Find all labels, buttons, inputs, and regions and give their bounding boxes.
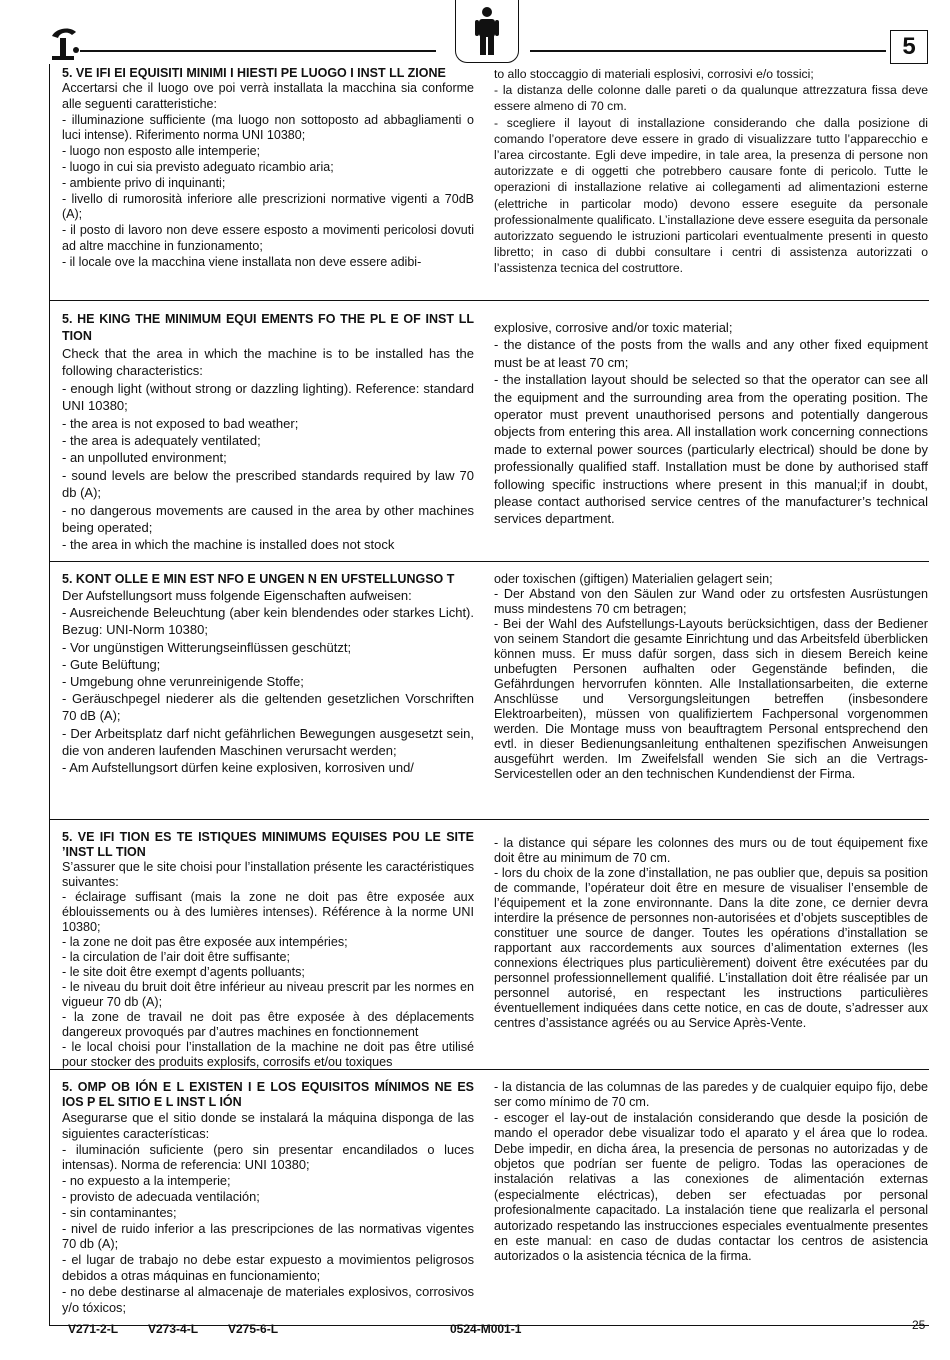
list-item: - lors du choix de la zone d’installation, ne pas oublier que, depuis sa position de commande, l’opérateur doit être en mesure de visualiser l’ensemble de l’équipement et la zone environnante. Dans la dite zone, ce dernier devra interdire la présence de personnes non-autorisées et d’objets susceptibles de constituer une source de danger. Toutes les opérations d’installation se rapportant aux raccordements aux sources d’alimentation externes (les connexions électriques plus particulièrement) doivent être exécutées par du personnel professionnellement qualifié. L’installation doit être réalisée par un personnel autorisé, en respectant les instructions particulières éventuellement indiquées dans cette notice, en cas de doute, s’adresser aux centres d’assistance agréés ou au Service Après-Vente.	[494, 866, 928, 1030]
section-left-column	[50, 64, 482, 300]
list-item: - le site doit être exempt d’agents polluants;	[62, 965, 305, 979]
list-item: - Vor ungünstigen Witterungseinflüssen geschützt;	[62, 639, 352, 655]
section-right-column	[482, 64, 928, 300]
list-item: - Geräuschpegel niederer als die geltenden gesetzlichen Vorschriften 70 dB (A);	[62, 691, 474, 724]
list-item: - il posto di lavoro non deve essere esposto a movimenti pericolosi dovuti ad altre macchine in funzionamento;	[62, 223, 474, 253]
operator-pictogram	[455, 0, 519, 63]
list-item: - an unpolluted environment;	[62, 450, 227, 466]
list-item: - no debe destinarse al almacenaje de materiales explosivos, corrosivos y/o tóxicos;	[62, 1283, 474, 1315]
list-item: - la distance qui sépare les colonnes des murs ou de tout équipement fixe doit être au minimum de 70 cm.	[494, 836, 928, 865]
paragraph: Asegurarse que el sitio donde se instalará la máquina disponga de las siguientes características:	[62, 1110, 474, 1141]
model-code: V275-6-L	[228, 1322, 279, 1336]
list-item: - ambiente privo di inquinanti;	[62, 175, 226, 190]
list-item: - il locale ove la macchina viene installata non deve essere adibi-	[62, 254, 422, 269]
list-item: - el lugar de trabajo no debe estar expuesto a movimientos peligrosos debidos a otras máquinas en funcionamiento;	[62, 1252, 474, 1283]
section-left-column	[50, 309, 482, 561]
section-heading: 5. VE IFI TION ES TE ISTIQUES MINIMUMS EQUISES POU LE SITE ’INST LL TION	[62, 830, 474, 859]
section-heading: 5. KONT OLLE E MIN EST NFO E UNGEN N EN UFSTELLUNGSO T	[62, 572, 455, 586]
section-heading: 5. VE IFI EI EQUISITI MINIMI I HIESTI PE LUOGO I INST LL ZIONE	[62, 66, 446, 80]
list-item: - le local choisi pour l’installation de la machine ne doit pas être utilisé pour stocker des produits explosifs, corrosifs et/ou toxiques	[62, 1040, 474, 1069]
list-item: - Umgebung ohne verunreinigende Stoffe;	[62, 674, 304, 690]
list-item: - Gute Belüftung;	[62, 656, 161, 672]
section-left-column	[50, 828, 482, 1069]
paragraph: S’assurer que le site choisi pour l’installation présente les caractéristiques suivantes:	[62, 860, 474, 889]
list-item: - provisto de adecuada ventilación;	[62, 1188, 260, 1204]
section-right-column	[482, 1078, 928, 1325]
list-item: - illuminazione sufficiente (ma luogo non sottoposto ad abbagliamenti o luci intense). Riferimento norma UNI 10380;	[62, 112, 474, 143]
list-item: - la zone de travail ne doit pas être exposée à des déplacements dangereux provoqués par d’autres machines en fonctionnement	[62, 1010, 474, 1039]
section-left-column	[50, 1078, 482, 1325]
section-heading: 5. OMP OB IÓN E L EXISTEN I E LOS EQUISITOS MÍNIMOS NE ES IOS P EL SITIO E L INST L IÓN	[62, 1080, 474, 1109]
paragraph: to allo stoccaggio di materiali esplosivi, corrosivi e/o tossici;	[494, 67, 814, 81]
section-right-column	[482, 828, 928, 1069]
list-item: - éclairage suffisant (mais la zone ne doit pas être exposée aux éblouissements ou à des lumières intenses). Référence à la norme UNI 10380;	[62, 890, 474, 934]
section-english	[49, 301, 929, 562]
list-item: - la distancia de las columnas de las paredes y de cualquier equipo fijo, debe ser como mínimo de 70 cm.	[494, 1080, 928, 1110]
paragraph: Accertarsi che il luogo ove poi verrà installata la macchina sia conforme alle seguenti caratteristiche:	[62, 81, 474, 111]
section-german	[49, 562, 929, 820]
chapter-number: 5	[890, 30, 928, 64]
document-code: 0524-M001-1	[450, 1322, 522, 1336]
model-code: V271-2-L	[68, 1322, 119, 1336]
list-item: - the distance of the posts from the walls and any other fixed equipment must be at least 70 cm;	[494, 337, 928, 370]
list-item: - la zone ne doit pas être exposée aux intempéries;	[62, 935, 348, 949]
list-item: - scegliere il layout di installazione considerando che dalla posizione di comando l’operatore deve essere in grado di visualizzare tutto l’apparecchio e l’area circostante. Egli deve impedire, in tale area, la presenza di persone non autorizzate e di oggetti che potrebbero causare fonte di pericolo. Tutte le operazioni di installazione relative ai collegamenti ad alimentazioni esterne (elettriche in particolar modo) devono essere eseguite da personale professionalmente qualificato. L’installazione deve essere eseguita da personale autorizzato seguendo le istruzioni particolari eventualmente presenti in questo libretto; in caso di dubbi consultare i centri di assistenza autorizzati o l’assistenza tecnica del costruttore.	[494, 115, 928, 276]
list-item: - la circulation de l’air doit être suffisante;	[62, 950, 290, 964]
paragraph: Check that the area in which the machine is to be installed has the following characteristics:	[62, 346, 474, 379]
list-item: - the area in which the machine is installed does not stock	[62, 537, 395, 553]
list-item: - Bei der Wahl des Aufstellungs-Layouts berücksichtigen, dass der Bediener von seinem Standort die gesamte Einrichtung und das Arbeitsfeld überblicken können muss. Er muss dafür sorgen, dass sich in diesem Bereich keine unbefugten Personen aufhalten oder Gegenstände befinden, die Gefährdungen hervorrufen könnten. Alle Installationsarbeiten, die externe Anschlüsse und Versorgungsleitungen betreffen (insbesondere Elektroarbeiten), müssen von qualifiziertem Fachpersonal vorgenommen werden. Die Montage muss von beauftragtem Personal entsprechend den evtl. in dieser Bedienungsanleitung enthaltenen spezifischen Anweisungen ausgeführt werden. Im Zweifelsfall wenden Sie sich an die Vertrags-Servicestellen oder an den technischen Kundendienst der Firma.	[494, 617, 928, 781]
paragraph: oder toxischen (giftigen) Materialien gelagert sein;	[494, 572, 773, 586]
page-header	[0, 0, 950, 64]
brand-logo-icon	[46, 26, 86, 62]
list-item: - la distanza delle colonne dalle pareti o da qualunque attrezzatura fissa deve essere almeno di 70 cm.	[494, 83, 928, 114]
header-rule-right	[530, 50, 886, 52]
list-item: - Am Aufstellungsort dürfen keine explosiven, korrosiven und/	[62, 760, 414, 776]
person-icon	[474, 6, 500, 56]
model-code: V273-4-L	[148, 1322, 199, 1336]
section-right-column	[482, 309, 928, 561]
section-right-column	[482, 570, 928, 819]
sections	[49, 64, 929, 1326]
page-number: 25	[912, 1318, 926, 1332]
section-left-column	[50, 570, 482, 819]
list-item: - Der Arbeitsplatz darf nicht gefährlichen Bewegungen ausgesetzt sein, die von anderen laufenden Maschinen verursacht werden;	[62, 725, 474, 758]
section-french	[49, 820, 929, 1070]
list-item: - nivel de ruido inferior a las prescripciones de las normativas vigentes 70 db (A);	[62, 1220, 474, 1252]
section-heading: 5. HE KING THE MINIMUM EQUI EMENTS FO THE PL E OF INST LL TION	[62, 312, 474, 343]
list-item: - the installation layout should be selected so that the operator can see all the equipment and the surrounding area from the operating position. The operator must prevent unauthorised persons and potentially dangerous objects from entering this area. All installation work concerning connections made to external power sources (particularly electrical) should be done by professionally qualified staff. Installation must be done by authorised staff following specific instructions where present in this manual;if in doubt, please contact authorised service centres of the manufacturer’s technical services department.	[494, 372, 928, 527]
list-item: - no expuesto a la intemperie;	[62, 1173, 231, 1189]
list-item: - escoger el lay-out de instalación considerando que desde la posición de mando el operador debe visualizar todo el aparato y el área que lo rodea. Debe impedir, en dicha área, la presencia de personas no autorizadas y de objetos que podrían ser fuente de peligro. Todas las operaciones de instalación relativas a las conexiones de alimentación externas (especialmente eléctricas), deben ser efectuadas por personal profesionalmente capacitado. La instalación tiene que realizarla el personal autorizado respetando las instrucciones especiales eventualmente presentes en este manual: en caso de dudas contactar los centros de asistencia autorizados o la asistencia técnica de la firma.	[494, 1110, 928, 1264]
list-item: - le niveau du bruit doit être inférieur au niveau prescrit par les normes en vigueur 70 db (A);	[62, 980, 474, 1009]
list-item: - luogo non esposto alle intemperie;	[62, 144, 261, 159]
section-spanish	[49, 1070, 929, 1326]
list-item: - luogo in cui sia previsto adeguato ricambio aria;	[62, 159, 334, 174]
list-item: - the area is adequately ventilated;	[62, 433, 261, 449]
header-rule-left	[80, 50, 436, 52]
list-item: - sound levels are below the prescribed standards required by law 70 db (A);	[62, 467, 474, 501]
list-item: - enough light (without strong or dazzling lighting). Reference: standard UNI 10380;	[62, 380, 474, 414]
list-item: - the area is not exposed to bad weather;	[62, 415, 299, 431]
list-item: - iluminación suficiente (pero sin presentar encandilados o luces intensas). Norma de referencia: UNI 10380;	[62, 1141, 474, 1173]
list-item: - livello di rumorosità inferiore alle prescrizioni normative vigenti a 70dB (A);	[62, 191, 474, 222]
list-item: - Der Abstand von den Säulen zur Wand oder zu ortsfesten Ausrüstungen muss mindestens 70 cm betragen;	[494, 587, 928, 616]
section-italian	[49, 64, 929, 301]
paragraph: explosive, corrosive and/or toxic material;	[494, 320, 733, 335]
paragraph: Der Aufstellungsort muss folgende Eigenschaften aufweisen:	[62, 588, 412, 603]
list-item: - Ausreichende Beleuchtung (aber kein blendendes oder starkes Licht). Bezug: UNI-Norm 10380;	[62, 605, 474, 638]
list-item: - no dangerous movements are caused in the area by other machines being operated;	[62, 502, 474, 536]
list-item: - sin contaminantes;	[62, 1204, 177, 1220]
